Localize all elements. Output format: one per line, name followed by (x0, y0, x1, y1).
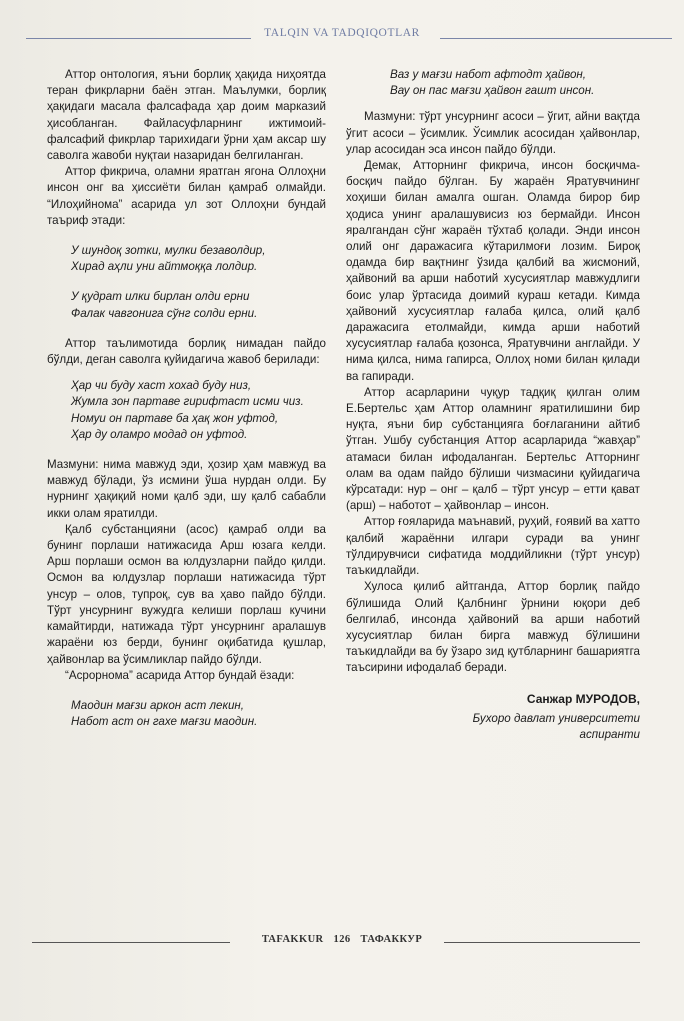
author-affiliation: Бухоро давлат университети (472, 711, 640, 725)
right-column (346, 67, 640, 743)
section-title: TALQIN VA TADQIQOTLAR (264, 27, 420, 39)
verse-line: Ваз у мағзи набот афтодт ҳайвон, (390, 68, 587, 81)
poem-quote (71, 243, 326, 275)
paragraph: Демак, Атторнинг фикрича, инсон босқичма-босқич пайдо бўлган. Бу жараён Яратувчининг хоҳиши билан амалга ошган. Оламда бирор бир ҳодиса унинг аралашувисиз юз бермайди. Инсон яралгандан сўнг жараён тўхтаб қолади. Энди инсон олий онг даражасига кўтарилмоғи лозим. Бироқ одамда бир вақтнинг ўзида қалбий ва жисмоний, ҳайвоний ва арши наботий хусусиятлар мавжудлиги боис улар ўртасида доимий кураш кетади. Кимда ҳайвоний хусусиятлар ғалаба қилса, олий қалб даражасига етолмайди, кимда арши наботий хусусиятлар ғалаба қозонса, Яратувчини англайди. У нима қилса, нима гапирса, Оллоҳ номи билан қилади ва гапиради. (346, 159, 640, 383)
page-number: 126 (333, 934, 351, 945)
paragraph: Мазмуни: тўрт унсурнинг асоси – ўгит, айни вақтда ўгит асоси – ўсимлик. Ўсимлик асосидан ҳайвонлар, улар асосидан эса инсон пайдо бўлди. (346, 110, 640, 156)
paragraph: Хулоса қилиб айтганда, Аттор борлиқ пайдо бўлишида Олий Қалбнинг ўрнини юқори деб белгилаб, инсонда ҳайвоний ва арши наботий хусусиятлар билан бирга мавжуд бўлишини таъкидлайди ва бу ўзаро зид қутбларнинг башариятга таъсирини ифодалаб беради. (346, 580, 640, 675)
verse-line: Жумла зон партаве гирифтаст исми чиз. (71, 395, 304, 409)
paragraph: “Асрорнома” асарида Аттор бундай ёзади: (65, 668, 295, 682)
poem-quote (71, 289, 326, 321)
paragraph: Мазмуни: нима мавжуд эди, ҳозир ҳам мавжуд ва мавжуд бўлади, ўз исмини ўша нурдан олди. Бу нурнинг ҳақиқий номи қалб эди, шу қалб сабабли икки олам яратилди. (47, 458, 326, 520)
verse-line: У қудрат илки бирлан олди ерни (71, 290, 250, 304)
header-rule-right (440, 38, 672, 39)
verse-line: Маодин мағзи аркон аст лекин, (71, 698, 245, 712)
verse-line: Вау он пас мағзи ҳайвон гашт инсон. (390, 84, 595, 98)
verse-line: Набот аст он гахе мағзи маодин. (71, 715, 258, 729)
footer-journal-cyrillic: ТАФАККУР (360, 934, 423, 945)
footer-journal-latin: TAFAKKUR (261, 934, 324, 945)
verse-line: Хирад аҳли уни айтмоққа лолдир. (71, 260, 258, 274)
author-name: Санжар МУРОДОВ, (526, 691, 640, 706)
paragraph: Аттор таълимотида борлиқ нимадан пайдо бўлди, деган саволга қуйидагича жавоб берилади: (47, 336, 326, 367)
left-column (47, 67, 326, 730)
verse-line: У шундоқ зотки, мулки безаволдир, (71, 244, 266, 258)
verse-line: Ҳар чи буду хаст хохад буду низ, (71, 379, 252, 393)
footer-text (0, 934, 684, 945)
poem-quote (390, 67, 640, 99)
verse-line: Фалак чавгонига сўнг солди ерни. (71, 306, 258, 320)
poem-quote (71, 378, 326, 443)
poem-quote (71, 698, 326, 730)
paragraph: Аттор асарларини чуқур тадқиқ қилган олим Е.Бертельс ҳам Аттор оламнинг яратилишини бир нуқта, яъни бир субстанцияга боғлаганини айтиб ўтган. Ушбу субстанция Аттор асарларида “жавҳар” атамаси билан ифодаланган. Бертельс Атторнинг олам ва одам пайдо бўлиши чизмасини қуйидагича кўрсатади: нур – онг – қалб – тўрт унсур – етти қават (арш) – наботот – ҳайвонлар – инсон. (346, 385, 640, 513)
paragraph: Аттор фикрича, оламни яратган ягона Оллоҳни инсон онг ва ҳиссиёти билан қамраб олмайди. “Илоҳийнома” асарида ул зот Оллоҳни бундай таъриф этади: (47, 165, 326, 227)
paragraph: Қалб субстанцияни (асос) қамраб олди ва бунинг порлаши натижасида Арш юзага келди. Арш порлаши осмон ва юлдузларни пайдо қилди. Осмон ва юлдузлар порлаши натижасида тўрт унсур – олов, тупроқ, сув ва ҳаво пайдо бўлди. Тўрт унсурнинг вужудга келиши порлаш кучини камайтирди, натижада тўрт унсурнинг аралашув жараёни юз берди, бунинг оқибатида қушлар, ҳайвонлар ва ўсимликлар пайдо бўлди. (47, 522, 326, 666)
verse-line: Номуи он партаве ба ҳақ жон уфтод, (71, 411, 279, 425)
footer-rule-right (444, 942, 640, 943)
paragraph: Аттор ғояларида маънавий, руҳий, ғоявий ва хатто қалбий жараённи илгари суради ва унинг тўлдирувчиси сифатида моддийликни (тўрт унсур) таъкидлайди. (346, 515, 640, 578)
paragraph: Аттор онтология, яъни борлиқ ҳақида ниҳоятда теран фикрларни баён этган. Маълумки, борлиқ ҳақидаги масала фалсафада ҳар доим марказий ҳисобланган. Файласуфларнинг ижтимоий-фалсафий фикрлар тарихидаги ўрни ҳам аксар шу саволга жавоби нуқтаи назаридан белгиланган. (47, 68, 326, 163)
author-position: аспиранти (579, 727, 640, 741)
verse-line: Ҳар ду оламро модад он уфтод. (71, 427, 248, 441)
